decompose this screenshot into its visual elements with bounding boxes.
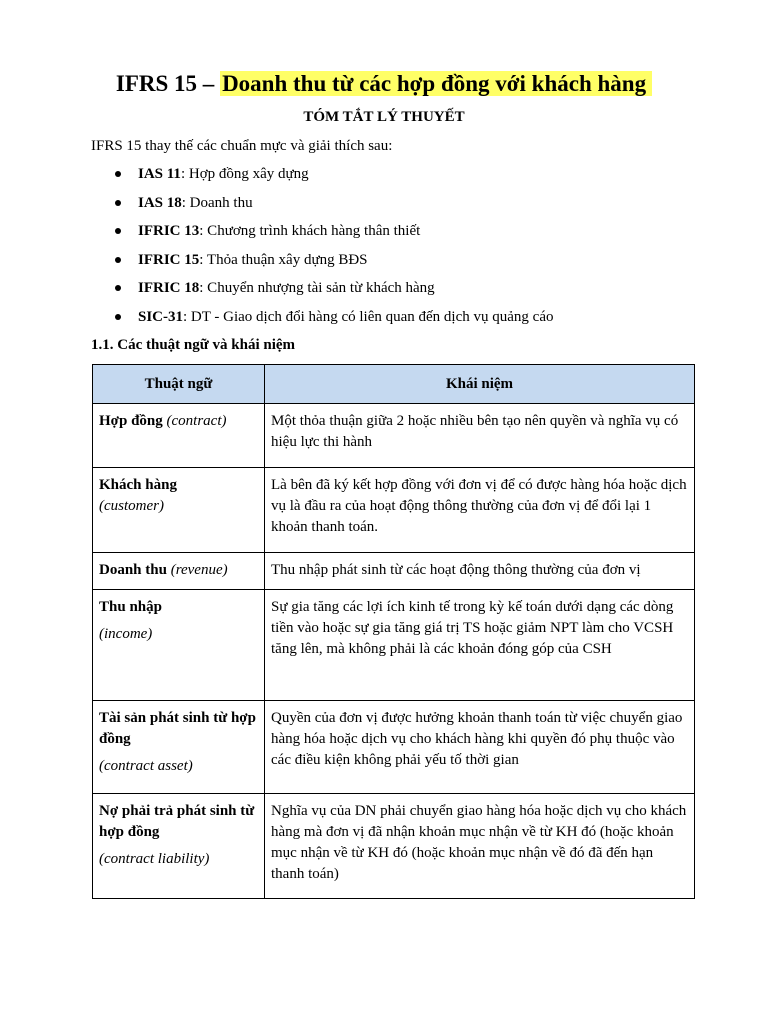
table-header-row xyxy=(93,365,695,404)
term-english: (contract liability) xyxy=(99,851,210,867)
term-english: (contract asset) xyxy=(99,758,193,774)
definition-cell: Một thỏa thuận giữa 2 hoặc nhiều bên tạo nên quyền và nghĩa vụ có hiệu lực thi hành xyxy=(265,404,695,468)
standard-code: IAS 18 xyxy=(138,194,182,211)
standard-code: IFRIC 15 xyxy=(138,251,200,268)
standard-code: IAS 11 xyxy=(138,166,181,182)
term-english: (revenue) xyxy=(170,562,228,578)
term-cell xyxy=(93,794,265,899)
term-cell xyxy=(93,468,265,553)
term-cell xyxy=(93,701,265,794)
table-row xyxy=(93,590,695,701)
definition-cell: Nghĩa vụ của DN phải chuyển giao hàng hóa hoặc dịch vụ cho khách hàng mà đơn vị đã nhận khoản mục nhận về từ KH đó (hoặc khoản mục nhận về từ KH đó (hoặc khoản mục nhận về đó đã đến hạn thanh toán) xyxy=(265,794,695,899)
section-heading: 1.1. Các thuật ngữ và khái niệm xyxy=(91,337,296,353)
list-item xyxy=(108,306,553,335)
terms-table xyxy=(92,364,695,899)
table-row xyxy=(93,701,695,794)
replaced-standards-list xyxy=(108,163,553,334)
definition-cell: Là bên đã ký kết hợp đồng với đơn vị để có được hàng hóa hoặc dịch vụ là đầu ra của hoạt động thông thường của đơn vị để đổi lại 1 khoản thanh toán. xyxy=(265,468,695,553)
definition-cell: Sự gia tăng các lợi ích kinh tế trong kỳ kế toán dưới dạng các dòng tiền vào hoặc sự gia tăng giá trị TS hoặc giảm NPT làm cho VCSH tăng lên, mà không phải là các khoản đóng góp của CSH xyxy=(265,590,695,701)
list-item xyxy=(108,249,553,278)
term-name: Thu nhập xyxy=(99,599,162,615)
standard-description: : DT - Giao dịch đổi hàng có liên quan đến dịch vụ quảng cáo xyxy=(183,308,554,325)
term-name: Tài sản phát sinh từ hợp đồng xyxy=(99,710,256,747)
list-item xyxy=(108,192,553,221)
standard-code: IFRIC 13 xyxy=(138,223,200,239)
term-cell xyxy=(93,404,265,468)
standard-description: : Hợp đồng xây dựng xyxy=(180,166,309,182)
term-cell xyxy=(93,553,265,590)
table-row xyxy=(93,468,695,553)
document-subtitle: TÓM TẮT LÝ THUYẾT xyxy=(303,109,465,125)
term-name: Hợp đồng xyxy=(99,413,163,429)
term-english: (contract) xyxy=(166,413,227,429)
standard-description: : Chuyển nhượng tài sản từ khách hàng xyxy=(199,280,435,296)
standard-code: IFRIC 18 xyxy=(138,280,200,296)
term-name: Nợ phải trả phát sinh từ hợp đồng xyxy=(99,803,255,840)
document-title xyxy=(0,68,768,100)
title-highlight: Doanh thu từ các hợp đồng với khách hàng xyxy=(220,71,652,96)
column-header-term: Thuật ngữ xyxy=(93,365,265,404)
term-name: Khách hàng xyxy=(99,477,177,493)
list-item xyxy=(108,277,553,306)
column-header-definition: Khái niệm xyxy=(265,365,695,404)
standard-code: SIC-31 xyxy=(138,308,184,325)
definition-cell: Thu nhập phát sinh từ các hoạt động thông thường của đơn vị xyxy=(265,553,695,590)
term-name: Doanh thu xyxy=(99,562,167,578)
table-row xyxy=(93,794,695,899)
title-prefix: IFRS 15 – xyxy=(115,71,221,96)
standard-description: : Chương trình khách hàng thân thiết xyxy=(199,223,421,239)
standard-description: : Thỏa thuận xây dựng BĐS xyxy=(199,251,368,268)
list-item xyxy=(108,220,553,249)
intro-paragraph: IFRS 15 thay thế các chuẩn mực và giải thích sau: xyxy=(91,138,393,154)
table-row xyxy=(93,404,695,468)
table-row xyxy=(93,553,695,590)
term-english: (customer) xyxy=(99,498,164,514)
list-item xyxy=(108,163,553,192)
term-english: (income) xyxy=(99,626,153,642)
term-cell xyxy=(93,590,265,701)
standard-description: : Doanh thu xyxy=(181,194,253,211)
definition-cell: Quyền của đơn vị được hưởng khoản thanh toán từ việc chuyển giao hàng hóa hoặc dịch vụ cho khách hàng khi quyền đó phụ thuộc vào các điều kiện không phải yếu tố thời gian xyxy=(265,701,695,794)
